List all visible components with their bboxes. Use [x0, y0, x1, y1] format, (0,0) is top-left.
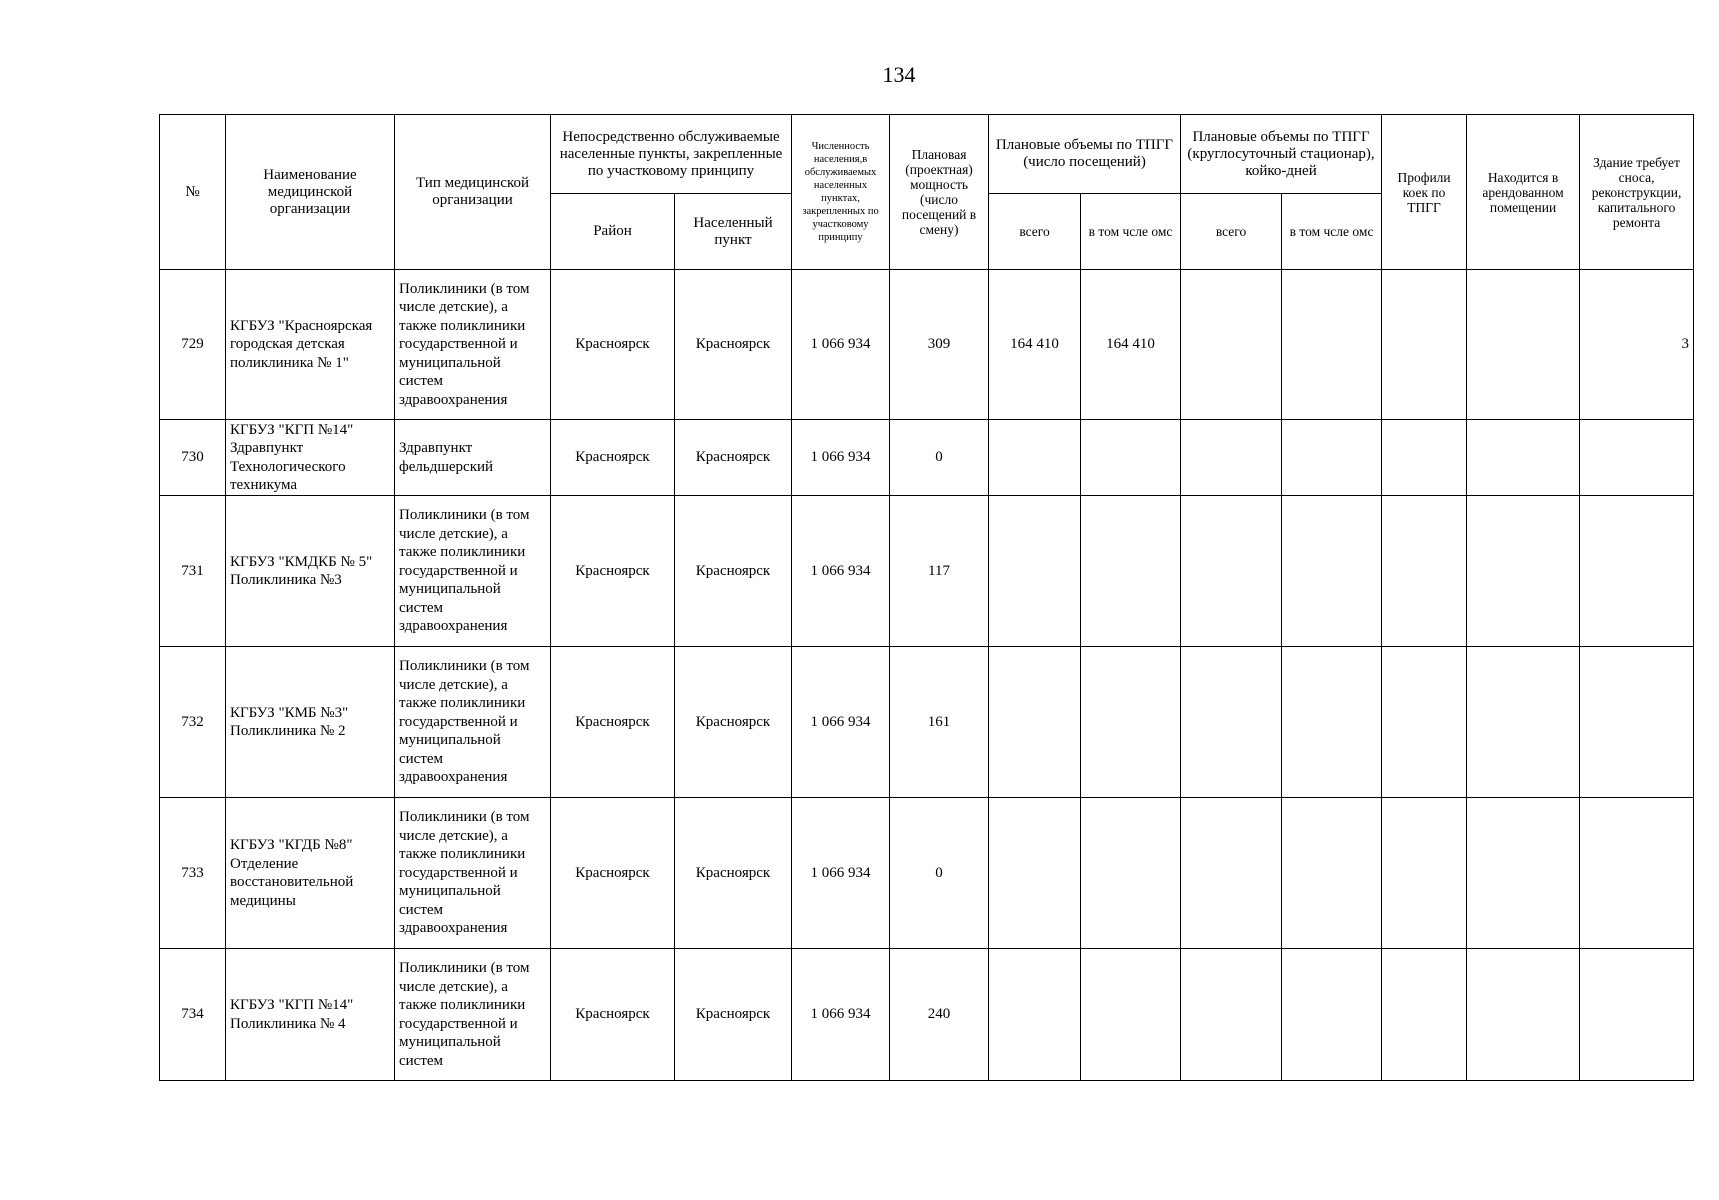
cell-visits-oms [1081, 647, 1181, 798]
cell-district: Красноярск [551, 647, 675, 798]
cell-org-name: КГБУЗ "КМДКБ № 5" Поликлиника №3 [226, 496, 395, 647]
cell-visits-oms [1081, 949, 1181, 1081]
header-bed-profiles: Профили коек по ТПГГ [1382, 115, 1467, 270]
cell-org-type: Поликлиники (в том числе детские), а также поликлиники государственной и муниципальной систем здравоохранения [395, 798, 551, 949]
cell-building [1580, 798, 1694, 949]
cell-org-name: КГБУЗ "КГДБ №8" Отделение восстановительной медицины [226, 798, 395, 949]
cell-building [1580, 949, 1694, 1081]
cell-population: 1 066 934 [792, 949, 890, 1081]
cell-visits-total [989, 949, 1081, 1081]
header-tpgg-beds: Плановые объемы по ТПГГ (круглосуточный стационар), койко-дней [1181, 115, 1382, 194]
cell-visits-total [989, 496, 1081, 647]
table-row [160, 949, 1694, 1081]
cell-org-name: КГБУЗ "КГП №14" Поликлиника № 4 [226, 949, 395, 1081]
cell-org-type: Здравпункт фельдшерский [395, 420, 551, 496]
cell-bed-profiles [1382, 270, 1467, 420]
cell-population: 1 066 934 [792, 798, 890, 949]
cell-beds-oms [1282, 949, 1382, 1081]
cell-num: 731 [160, 496, 226, 647]
cell-visits-oms [1081, 798, 1181, 949]
header-visits-total: всего [989, 194, 1081, 270]
cell-settlement: Красноярск [675, 798, 792, 949]
cell-population: 1 066 934 [792, 270, 890, 420]
header-beds-total: всего [1181, 194, 1282, 270]
cell-district: Красноярск [551, 420, 675, 496]
cell-bed-profiles [1382, 949, 1467, 1081]
cell-beds-total [1181, 496, 1282, 647]
cell-settlement: Красноярск [675, 647, 792, 798]
cell-district: Красноярск [551, 270, 675, 420]
cell-rented [1467, 798, 1580, 949]
table-row [160, 270, 1694, 420]
cell-visits-total [989, 420, 1081, 496]
cell-building [1580, 647, 1694, 798]
cell-beds-total [1181, 798, 1282, 949]
cell-num: 734 [160, 949, 226, 1081]
cell-building [1580, 420, 1694, 496]
cell-building [1580, 496, 1694, 647]
cell-beds-oms [1282, 420, 1382, 496]
cell-population: 1 066 934 [792, 647, 890, 798]
cell-rented [1467, 496, 1580, 647]
cell-population: 1 066 934 [792, 420, 890, 496]
cell-population: 1 066 934 [792, 496, 890, 647]
cell-visits-total [989, 798, 1081, 949]
cell-district: Красноярск [551, 949, 675, 1081]
cell-bed-profiles [1382, 647, 1467, 798]
header-beds-oms: в том чсле омс [1282, 194, 1382, 270]
cell-capacity: 240 [890, 949, 989, 1081]
cell-capacity: 0 [890, 798, 989, 949]
cell-rented [1467, 420, 1580, 496]
cell-capacity: 0 [890, 420, 989, 496]
cell-visits-oms: 164 410 [1081, 270, 1181, 420]
header-building: Здание требует сноса, реконструкции, капитального ремонта [1580, 115, 1694, 270]
cell-org-name: КГБУЗ "КМБ №3" Поликлиника № 2 [226, 647, 395, 798]
header-settlements-group: Непосредственно обслуживаемые населенные пункты, закрепленные по участковому принципу [551, 115, 792, 194]
cell-visits-total [989, 647, 1081, 798]
table-row [160, 647, 1694, 798]
cell-visits-oms [1081, 420, 1181, 496]
cell-bed-profiles [1382, 496, 1467, 647]
cell-beds-total [1181, 647, 1282, 798]
cell-num: 729 [160, 270, 226, 420]
header-visits-oms: в том чсле омс [1081, 194, 1181, 270]
cell-rented [1467, 270, 1580, 420]
cell-org-type: Поликлиники (в том числе детские), а также поликлиники государственной и муниципальной систем [395, 949, 551, 1081]
header-district: Район [551, 194, 675, 270]
table-row [160, 420, 1694, 496]
cell-settlement: Красноярск [675, 420, 792, 496]
cell-settlement: Красноярск [675, 496, 792, 647]
cell-beds-oms [1282, 270, 1382, 420]
cell-capacity: 117 [890, 496, 989, 647]
cell-capacity: 161 [890, 647, 989, 798]
cell-org-name: КГБУЗ "Красноярская городская детская поликлиника № 1" [226, 270, 395, 420]
cell-district: Красноярск [551, 798, 675, 949]
cell-rented [1467, 647, 1580, 798]
table-row [160, 798, 1694, 949]
cell-visits-oms [1081, 496, 1181, 647]
cell-settlement: Красноярск [675, 270, 792, 420]
cell-org-name: КГБУЗ "КГП №14" Здравпункт Технологического техникума [226, 420, 395, 496]
cell-beds-oms [1282, 496, 1382, 647]
cell-rented [1467, 949, 1580, 1081]
cell-beds-oms [1282, 647, 1382, 798]
header-num: № [160, 115, 226, 270]
cell-beds-total [1181, 270, 1282, 420]
header-population: Численность населения,в обслуживаемых населенных пунктах, закрепленных по участковому принципу [792, 115, 890, 270]
cell-num: 733 [160, 798, 226, 949]
page-number: 134 [882, 62, 916, 87]
header-org-type: Тип медицинской организации [395, 115, 551, 270]
cell-org-type: Поликлиники (в том числе детские), а также поликлиники государственной и муниципальной систем здравоохранения [395, 496, 551, 647]
table-row [160, 496, 1694, 647]
cell-settlement: Красноярск [675, 949, 792, 1081]
cell-org-type: Поликлиники (в том числе детские), а также поликлиники государственной и муниципальной систем здравоохранения [395, 270, 551, 420]
cell-building: 3 [1580, 270, 1694, 420]
cell-visits-total: 164 410 [989, 270, 1081, 420]
cell-beds-total [1181, 420, 1282, 496]
header-org-name: Наименование медицинской организации [226, 115, 395, 270]
cell-beds-oms [1282, 798, 1382, 949]
cell-capacity: 309 [890, 270, 989, 420]
header-settlement: Населенный пункт [675, 194, 792, 270]
header-capacity: Плановая (проектная) мощность (число посещений в смену) [890, 115, 989, 270]
cell-bed-profiles [1382, 798, 1467, 949]
organizations-table [159, 114, 1694, 1081]
cell-district: Красноярск [551, 496, 675, 647]
cell-bed-profiles [1382, 420, 1467, 496]
header-rented: Находится в арендованном помещении [1467, 115, 1580, 270]
cell-org-type: Поликлиники (в том числе детские), а также поликлиники государственной и муниципальной систем здравоохранения [395, 647, 551, 798]
cell-num: 732 [160, 647, 226, 798]
header-tpgg-visits: Плановые объемы по ТПГГ (число посещений) [989, 115, 1181, 194]
cell-num: 730 [160, 420, 226, 496]
cell-beds-total [1181, 949, 1282, 1081]
